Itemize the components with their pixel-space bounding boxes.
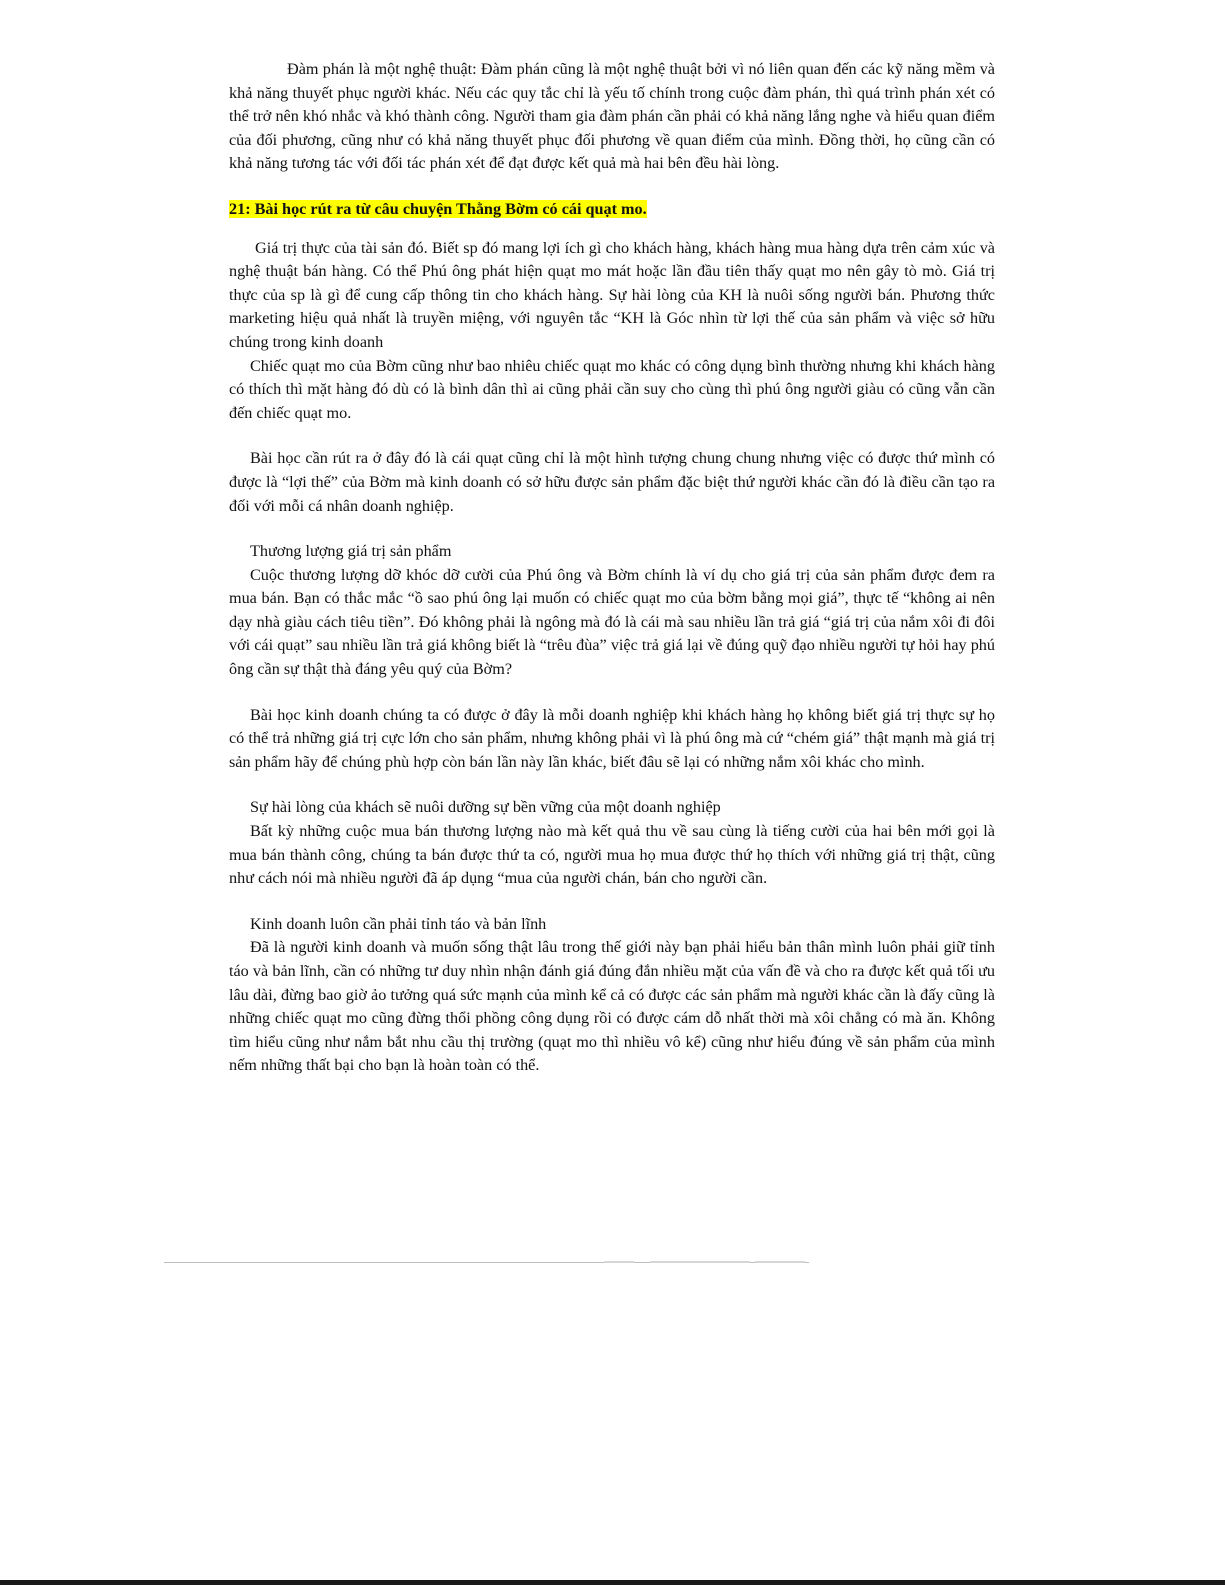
section-heading-text: 21: Bài học rút ra từ câu chuyện Thằng Bờm có cái quạt mo. — [229, 199, 647, 218]
page-bottom-border — [0, 1580, 1225, 1585]
body-paragraph-value: Giá trị thực của tài sản đó. Biết sp đó mang lợi ích gì cho khách hàng, khách hàng mua hàng dựa trên cảm xúc và nghệ thuật bán hàng. Có thể Phú ông phát hiện quạt mo mát hoặc lần đầu tiên thấy quạt mo nên gây tò mò. Giá trị thực của sp là gì để cung cấp thông tin cho khách hàng. Sự hài lòng của KH là nuôi sống người bán. Phương thức marketing hiệu quả nhất là truyền miệng, với nguyên tắc “KH là Góc nhìn từ lợi thế của sản phẩm và việc sở hữu chúng trong kinh doanh — [229, 238, 995, 351]
footer-divider-mark — [604, 1261, 634, 1263]
body-paragraph-satisfaction: Bất kỳ những cuộc mua bán thương lượng nào mà kết quả thu về sau cùng là tiếng cười của hai bên mới gọi là mua bán thành công, chúng ta bán được thứ ta có, người mua họ mua được thứ họ thích với những giá trị thật, cũng như cách nói mà nhiều người đã áp dụng “mua của người chán, bán cho người cần. — [229, 822, 995, 888]
section-heading — [229, 198, 995, 222]
footer-divider-mark — [755, 1261, 805, 1263]
body-paragraph-lesson: Bài học cần rút ra ở đây đó là cái quạt cũng chỉ là một hình tượng chung chung nhưng việc có được thứ mình có được là “lợi thế” của Bờm mà kinh doanh có sở hữu được sản phẩm đặc biệt thứ người khác cần đó là điều cần tạo ra đối với mỗi cá nhân doanh nghiệp. — [229, 449, 995, 515]
footer-divider-mark — [650, 1261, 750, 1263]
intro-paragraph: Đàm phán là một nghệ thuật: Đàm phán cũng là một nghệ thuật bởi vì nó liên quan đến các kỹ năng mềm và khả năng thuyết phục người khác. Nếu các quy tắc chỉ là yếu tố chính trong cuộc đàm phán, thì quá trình phán xét có thể trở nên khó nhắc và khó thành công. Người tham gia đàm phán cần phải có khả năng lắng nghe và hiểu quan điểm của đối phương, cũng như có khả năng thuyết phục đối phương về quan điểm của mình. Đồng thời, họ cũng cần có khả năng tương tác với đối tác phán xét để đạt được kết quả mà hai bên đều hài lòng. — [229, 60, 995, 173]
subheading-satisfaction: Sự hài lòng của khách sẽ nuôi dưỡng sự bền vững của một doanh nghiệp — [250, 798, 721, 817]
body-paragraph-business-lesson: Bài học kinh doanh chúng ta có được ở đây là mỗi doanh nghiệp khi khách hàng họ không biết giá trị thực sự họ có thể trả những giá trị cực lớn cho sản phẩm, nhưng không phải vì là phú ông mà cứ “chém giá” thật mạnh mà giá trị sản phẩm hãy để chúng phù hợp còn bán lần này lần khác, biết đâu sẽ lại có những nắm xôi khác cho mình. — [229, 705, 995, 771]
subheading-alertness: Kinh doanh luôn cần phải tỉnh táo và bản lĩnh — [250, 914, 547, 933]
body-paragraph-fan: Chiếc quạt mo của Bờm cũng như bao nhiêu chiếc quạt mo khác có công dụng bình thường nhưng khi khách hàng có thích thì mặt hàng đó dù có là bình dân thì ai cũng phải cần suy cho cùng thì phú ông người giàu có cũng vẫn cần đến chiếc quạt mo. — [229, 356, 995, 422]
subheading-negotiation: Thương lượng giá trị sản phẩm — [250, 542, 452, 561]
body-paragraph-alertness: Đã là người kinh doanh và muốn sống thật lâu trong thế giới này bạn phải hiểu bản thân mình luôn phải giữ tỉnh táo và bản lĩnh, cần có những tư duy nhìn nhận đánh giá đúng đắn nhiều mặt của vấn đề và cho ra được kết quả tối ưu lâu dài, đừng bao giờ ảo tưởng quá sức mạnh của mình kể cả có được các sản phẩm mà người khác cần là đấy cũng là những chiếc quạt mo cũng đừng thổi phồng công dụng rồi có được cám dỗ nhất thời mà xôi chẳng có mà ăn. Không tìm hiểu cũng như nắm bắt nhu cầu thị trường (quạt mo thì nhiều vô kể) cũng như hiểu đúng về sản phẩm của mình nếm những thất bại cho bạn là hoàn toàn có thể. — [229, 938, 995, 1075]
body-paragraph-negotiation: Cuộc thương lượng dỡ khóc dỡ cười của Phú ông và Bờm chính là ví dụ cho giá trị của sản phẩm được đem ra mua bán. Bạn có thắc mắc “ồ sao phú ông lại muốn có chiếc quạt mo của bờm bằng mọi giá”, thực tế “không ai nên dạy nhà giàu cách tiêu tiền”. Đó không phải là ngông mà đó là cái mà sau nhiều lần trả giá “giá trị của nắm xôi đi đôi với cái quạt” sau nhiều lần trả giá không biết là “trêu đùa” việc trả giá lại về đúng quỹ đạo nhiều người tự hỏi hay phú ông cần sự thật thà đáng yêu quý của Bờm? — [229, 565, 995, 679]
document-page — [229, 58, 995, 1078]
